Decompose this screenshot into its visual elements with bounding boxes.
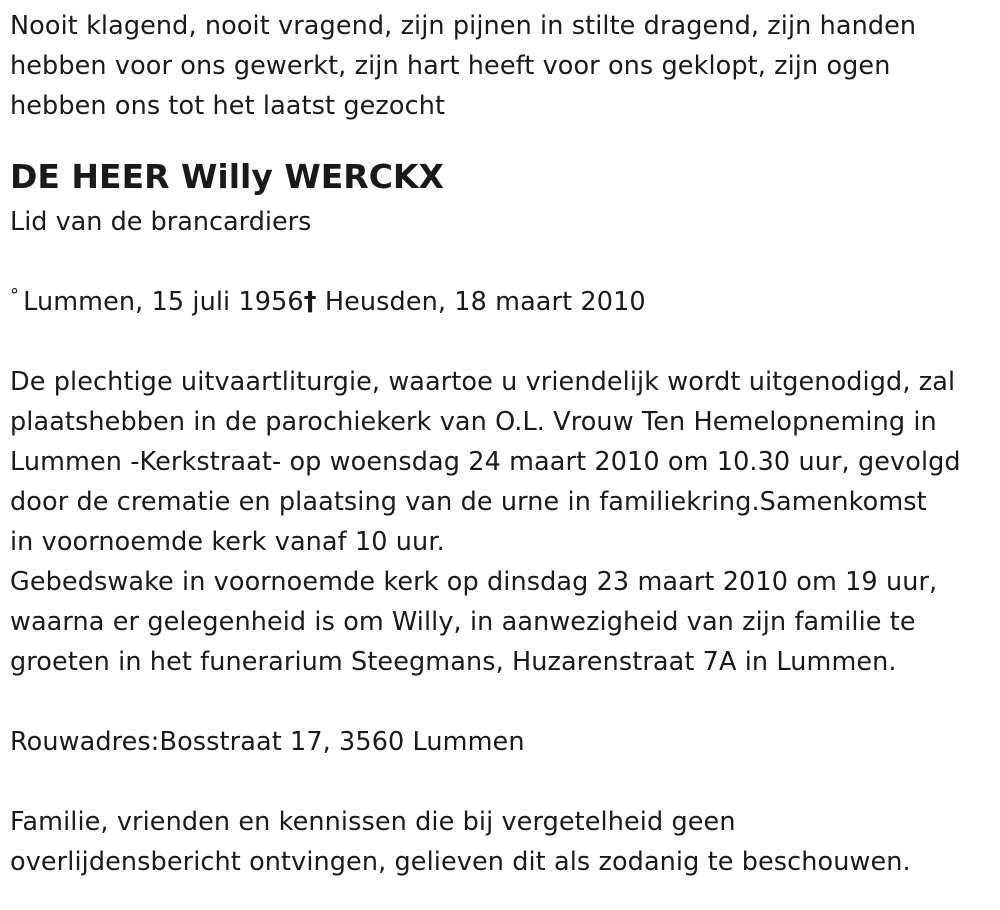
ceremony-line: door de crematie en plaatsing van de urne in familiekring.Samenkomst [10, 487, 927, 517]
closing-block [10, 802, 995, 882]
poem-block [10, 6, 995, 126]
cross-icon: † [303, 287, 317, 317]
poem-line: hebben voor ons gewerkt, zijn hart heeft voor ons geklopt, zijn ogen [10, 51, 891, 81]
closing-line: Familie, vrienden en kennissen die bij vergetelheid geen [10, 807, 736, 837]
closing-line: overlijdensbericht ontvingen, gelieven dit als zodanig te beschouwen. [10, 847, 911, 877]
birth-date: Lummen, 15 juli 1956 [23, 287, 304, 317]
ceremony-line: Gebedswake in voornoemde kerk op dinsdag 23 maart 2010 om 19 uur, [10, 567, 938, 597]
poem-line: hebben ons tot het laatst gezocht [10, 91, 446, 121]
ceremony-line: in voornoemde kerk vanaf 10 uur. [10, 527, 445, 557]
obituary-notice [10, 6, 995, 882]
ceremony-line: De plechtige uitvaartliturgie, waartoe u vriendelijk wordt uitgenodigd, zal [10, 367, 956, 397]
life-dates [10, 282, 995, 322]
poem-line: Nooit klagend, nooit vragend, zijn pijnen in stilte dragend, zijn handen [10, 11, 917, 41]
birth-symbol: ° [10, 284, 20, 306]
ceremony-line: groeten in het funerarium Steegmans, Huzarenstraat 7A in Lummen. [10, 647, 897, 677]
deceased-name: DE HEER Willy WERCKX [10, 157, 444, 196]
ceremony-line: plaatshebben in de parochiekerk van O.L. Vrouw Ten Hemelopneming in [10, 407, 937, 437]
ceremony-line: Lummen -Kerkstraat- op woensdag 24 maart 2010 om 10.30 uur, gevolgd [10, 447, 961, 477]
deceased-role: Lid van de brancardiers [10, 207, 312, 237]
mourning-address: Rouwadres:Bosstraat 17, 3560 Lummen [10, 727, 525, 757]
death-date: Heusden, 18 maart 2010 [324, 287, 646, 317]
ceremony-block [10, 362, 995, 682]
ceremony-line: waarna er gelegenheid is om Willy, in aanwezigheid van zijn familie te [10, 607, 916, 637]
